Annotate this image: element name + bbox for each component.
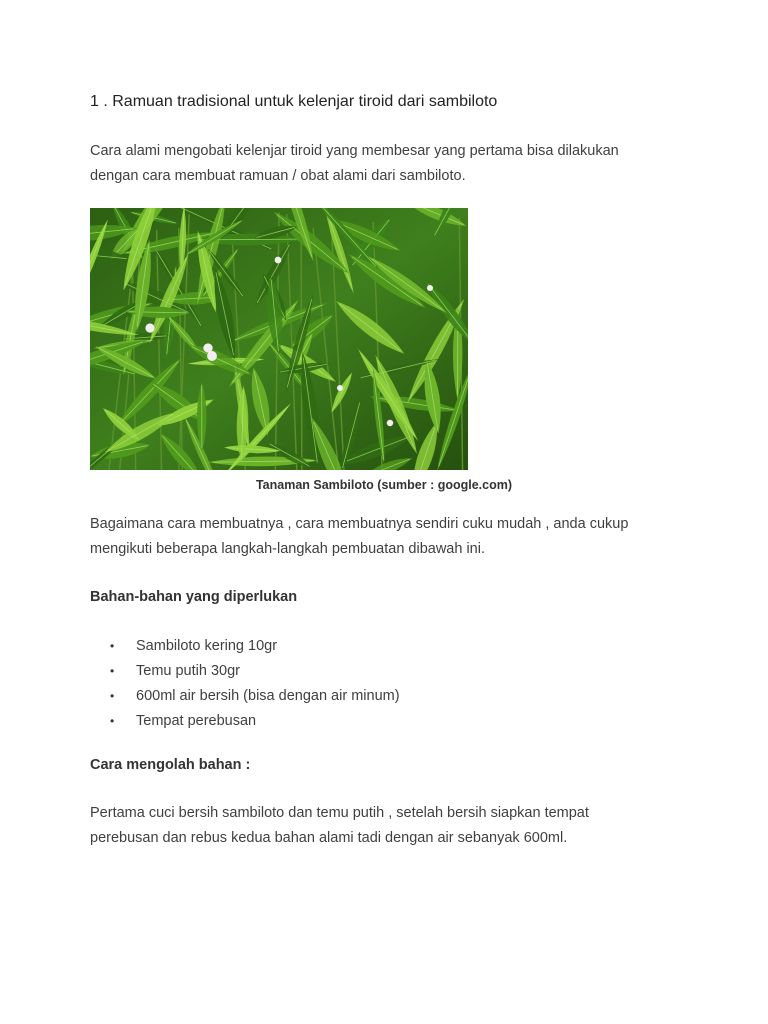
- flower: [387, 420, 393, 426]
- leaf-illustration: [90, 208, 468, 470]
- intro-paragraph: [90, 139, 690, 189]
- flower: [427, 285, 433, 291]
- figure-caption: Tanaman Sambiloto (sumber : google.com): [255, 478, 513, 492]
- intro-line: Cara alami mengobati kelenjar tiroid yang membesar yang pertama bisa dilakukan: [90, 143, 619, 159]
- list-item-text: Temu putih 30gr: [136, 663, 240, 679]
- bullet-icon: •: [110, 714, 115, 728]
- how-to-line: mengikuti beberapa langkah-langkah pembuatan dibawah ini.: [90, 541, 485, 557]
- list-item-text: Sambiloto kering 10gr: [136, 638, 278, 654]
- flower: [275, 257, 282, 264]
- processing-line: perebusan dan rebus kedua bahan alami tadi dengan air sebanyak 600ml.: [90, 830, 568, 846]
- processing-paragraph: [90, 801, 690, 851]
- processing-title: Cara mengolah bahan :: [90, 757, 251, 773]
- sambiloto-photo: [90, 208, 468, 470]
- how-to-paragraph: [90, 512, 690, 562]
- section-heading: 1 . Ramuan tradisional untuk kelenjar tiroid dari sambiloto: [90, 93, 498, 110]
- list-item-text: Tempat perebusan: [136, 713, 257, 729]
- bullet-icon: •: [110, 664, 115, 678]
- flower: [337, 385, 343, 391]
- flower: [145, 323, 154, 332]
- processing-line: Pertama cuci bersih sambiloto dan temu putih , setelah bersih siapkan tempat: [90, 805, 589, 821]
- list-item-text: 600ml air bersih (bisa dengan air minum): [136, 688, 400, 704]
- flower: [207, 351, 217, 361]
- ingredients-title: Bahan-bahan yang diperlukan: [90, 589, 298, 605]
- bullet-icon: •: [110, 639, 115, 653]
- how-to-line: Bagaimana cara membuatnya , cara membuatnya sendiri cuku mudah , anda cukup: [90, 516, 629, 532]
- intro-line: dengan cara membuat ramuan / obat alami dari sambiloto.: [90, 168, 466, 184]
- bullet-icon: •: [110, 689, 115, 703]
